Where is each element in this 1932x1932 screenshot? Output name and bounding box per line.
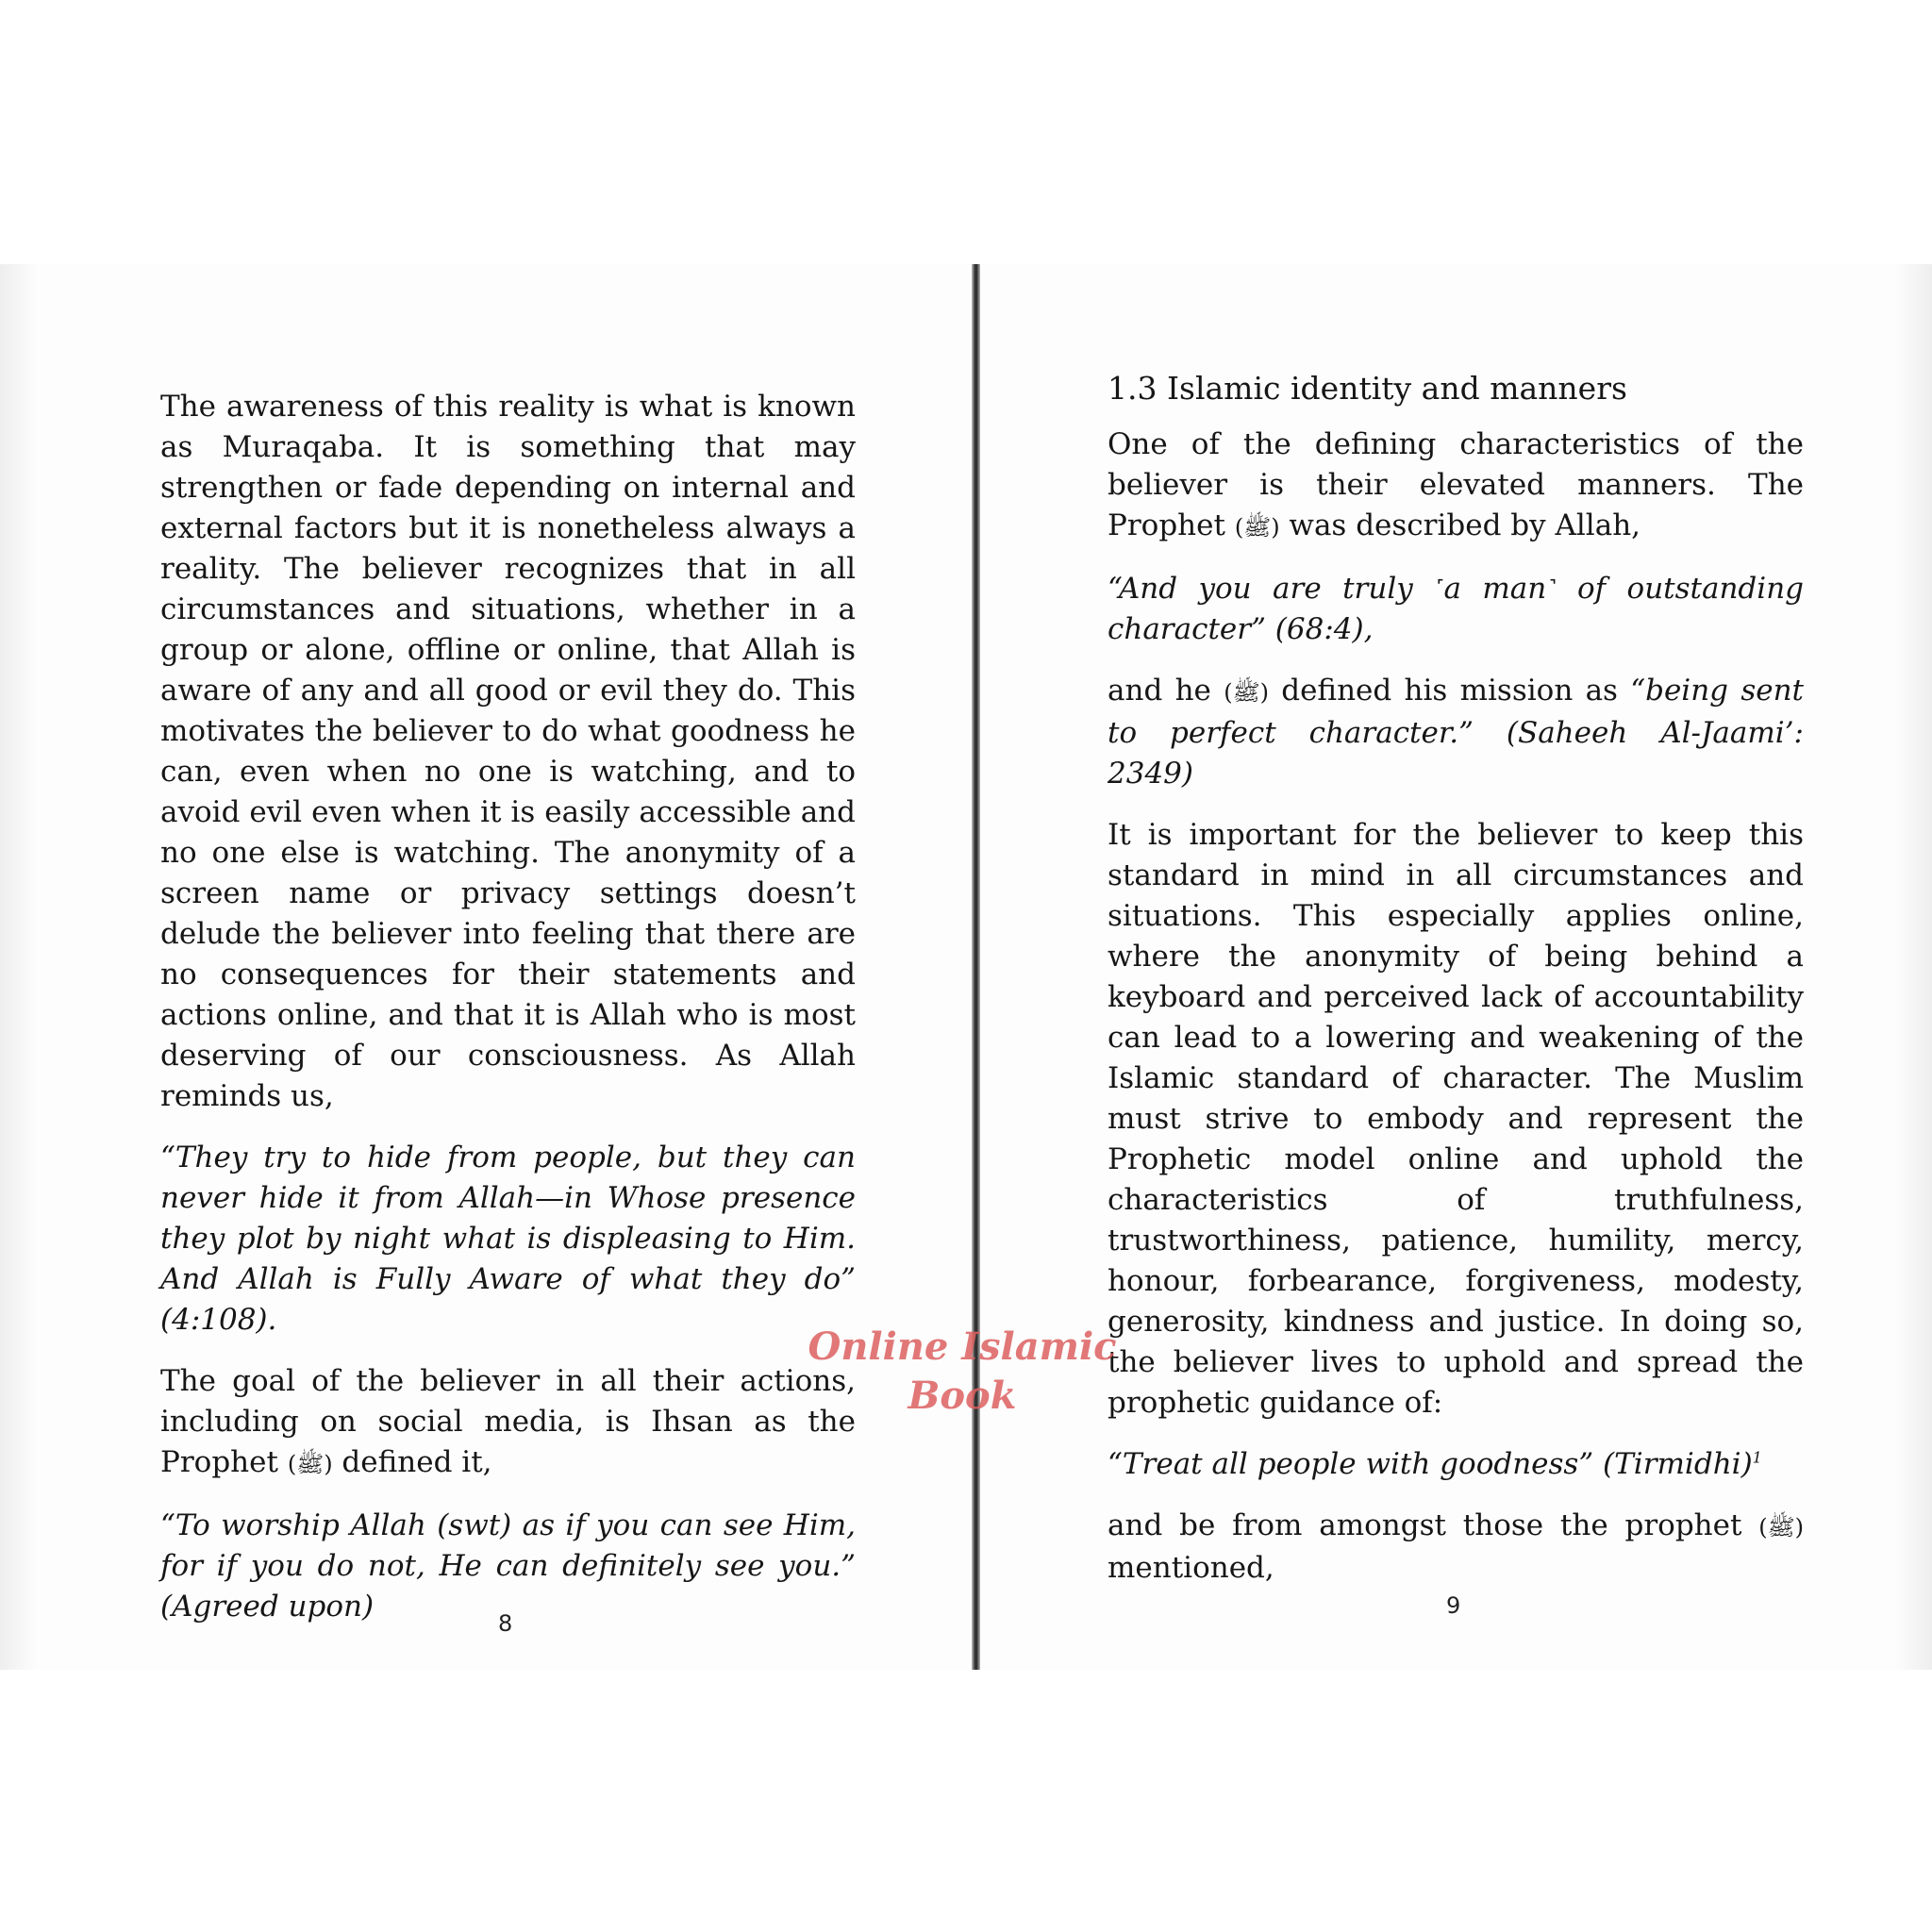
quote-agreed-upon: “To worship Allah (swt) as if you can see Him, for if you do not, He can definitely see you.” (Agreed upon) xyxy=(160,1508,856,1624)
paragraph-muraqaba: The awareness of this reality is what is known as Muraqaba. It is something that may strengthen or fade depending on internal and external factors but it is nonetheless always a reality. The believer recognizes that in all circumstances and situations, whether in a group or alone, offline or online, that Allah is aware of any and all good or evil they do. This motivates the believer to do what goodness he can, even when no one is watching, and to avoid evil even when it is easily accessible and no one else is watching. The anonymity of a screen name or privacy settings doesn’t delude the believer into feeling that there are no consequences for their statements and actions online, and that it is Allah who is most deserving of our consciousness. As Allah reminds us, xyxy=(160,390,856,1113)
paragraph-mission: and he (ﷺ) defined his mission as “being sent to perfect character.” (Saheeh Al-Jaami’: 2349) xyxy=(1108,674,1804,791)
section-heading: 1.3 Islamic identity and manners xyxy=(1108,370,1627,407)
right-page-text xyxy=(1108,368,1804,1609)
pbuh-symbol: (ﷺ) xyxy=(287,1451,333,1477)
paragraph-mentioned: and be from amongst those the prophet (ﷺ) mentioned, xyxy=(1108,1508,1804,1585)
pbuh-symbol: (ﷺ) xyxy=(1224,679,1269,706)
right-page-edge xyxy=(1894,264,1932,1670)
left-page-text xyxy=(160,387,856,1648)
left-page-edge xyxy=(0,264,38,1670)
watermark-line-1: Online Islamic xyxy=(808,1324,1117,1369)
book-spine xyxy=(972,264,980,1670)
footnote-marker: 1 xyxy=(1752,1448,1762,1467)
quote-tirmidhi: “Treat all people with goodness” (Tirmidhi)$^1$ xyxy=(1108,1447,1762,1481)
quote-4-108: “They try to hide from people, but they can never hide it from Allah—in Whose presence they plot by night what is displeasing to Him. And Allah is Fully Aware of what they do” (4:108). xyxy=(160,1141,856,1337)
quote-perfect-character: “being sent to perfect character.” (Saheeh Al-Jaami’: 2349) xyxy=(1108,674,1804,791)
watermark-line-2: Book xyxy=(908,1374,1017,1418)
paragraph-defining-characteristics: One of the defining characteristics of the believer is their elevated manners. The Prophet (ﷺ) was described by Allah, xyxy=(1108,427,1804,542)
paragraph-ihsan: The goal of the believer in all their actions, including on social media, is Ihsan as the Prophet (ﷺ) defined it, xyxy=(160,1364,856,1479)
watermark xyxy=(807,1323,1118,1421)
paragraph-standard-online: It is important for the believer to keep this standard in mind in all circumstances and situations. This especially applies online, where the anonymity of being behind a keyboard and perceived lack of accountability can lead to a lowering and weakening of the Islamic standard of character. The Muslim must strive to embody and represent the Prophetic model online and uphold the characteristics of truthfulness, trustworthiness, patience, humility, mercy, honour, forbearance, forgiveness, modesty, generosity, kindness and justice. In doing so, the believer lives to uphold and spread the prophetic guidance of: xyxy=(1108,818,1804,1420)
page-number-left: 8 xyxy=(498,1610,513,1637)
pbuh-symbol: (ﷺ) xyxy=(1234,514,1280,541)
pbuh-symbol: (ﷺ) xyxy=(1758,1514,1804,1541)
page-number-right: 9 xyxy=(1446,1592,1461,1619)
quote-68-4: “And you are truly ˹a man˺ of outstanding character” (68:4), xyxy=(1108,572,1804,646)
